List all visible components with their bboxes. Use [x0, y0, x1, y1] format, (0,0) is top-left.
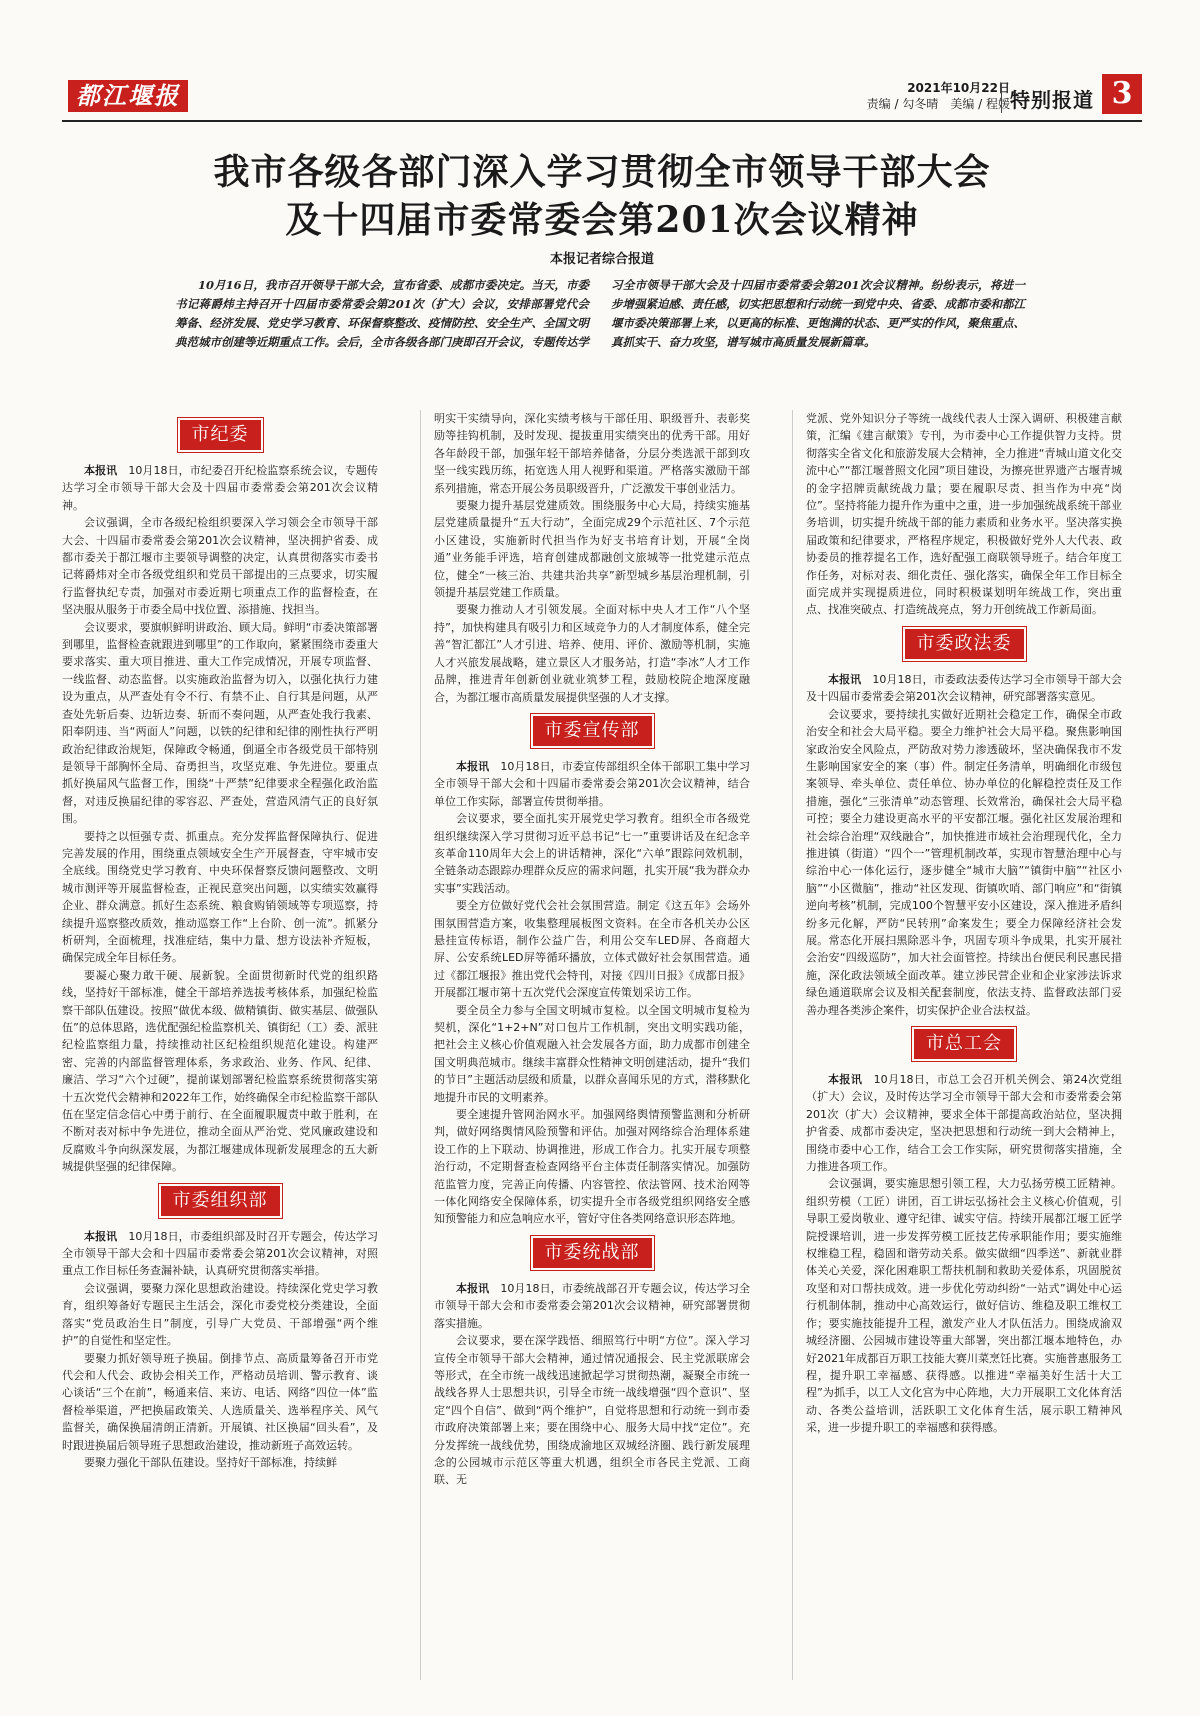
- headline-line-1: 我市各级各部门深入学习贯彻全市领导干部大会: [213, 151, 991, 193]
- section-head-jiwei: [62, 420, 378, 450]
- section-title: 市总工会: [914, 1029, 1014, 1059]
- column-3: [806, 410, 1122, 1690]
- editor-credits: 责编 / 勾冬晴 美编 / 程媛: [866, 97, 1010, 111]
- paragraph: 会议要求，要在深学践悟、细照笃行中明“方位”。深入学习宣传全市领导干部大会精神，通过情况通报会、民主党派联席会等形式，在全市统一战线迅速掀起学习贯彻热潮，凝聚全市统一战线各界人士思想共识，引导全市统一战线增强“四个意识”、坚定“四个自信”、做到“两个维护”，自觉将思想和行动统一到市委市政府决策部署上来；要在围绕中心、服务大局中找“定位”。充分发挥统一战线优势，围绕成渝地区双城经济圈、践行新发展理念的公园城市示范区等重大机遇，组织全市各民主党派、工商联、无: [434, 1334, 750, 1487]
- section-title: 市纪委: [180, 420, 261, 450]
- paragraph: 要全方位做好党代会社会氛围营造。制定《这五年》会场外围氛围营造方案，收集整理展板图文资料。在全市各机关办公区悬挂宣传标语，制作公益广告，利用公交车LED屏、各商超大屏、公安系统LED屏等循环播放，立体式做好社会氛围营造。通过《都江堰报》推出党代会特刊，对接《四川日报》《成都日报》开展都江堰市第十五次党代会深度宣传策划采访工作。: [434, 899, 750, 1000]
- section-head-zhengfawei: [806, 629, 1122, 659]
- paragraph: 要全速提升管网治网水平。加强网络舆情预警监测和分析研判，做好网络舆情风险预警和评估。加强对网络综合治理体系建设工作的上下联动、协调推进，形成工作合力。扎实开展专项整治行动，不定期督查检查网络平台主体责任制落实情况。加强防范监管力度，完善正向传播、内容管控、依法管网、技术治网等一体化网络安全保障体系，切实提升全市各级党组织网络安全感知预警能力和应急响应水平，管好守住各类网络意识形态阵地。: [434, 1108, 750, 1226]
- paragraph: 要持之以恒强专责、抓重点。充分发挥监督保障执行、促进完善发展的作用，围绕重点领域安全生产开展督查，守牢城市安全底线。围绕党史学习教育、中央环保督察反馈问题整改、文明城市测评等开展监督检查，正视民意突出问题，以实绩实效赢得企业、群众满意。抓好生态系统、粮食购销领域等专项巡察，持续提升巡察整改质效，推动巡察工作“上台阶、创一流”。抓紧分析研判，全面梳理，找准症结，集中力量、想方设法补齐短板，确保完成全年目标任务。: [62, 829, 378, 965]
- paragraph: [62, 1228, 378, 1280]
- paragraph: 会议要求，要持续扎实做好近期社会稳定工作，确保全市政治安全和社会大局平稳。要全力维护社会大局平稳。聚焦影响国家政治安全风险点，严防敌对势力渗透破坏，坚决确保我市不发生影响国家安全的案（事）件。制定任务清单，明确细化市级包案领导、牵头单位、责任单位、协办单位的化解稳控责任及工作措施，强化“三张清单”动态管理、长效常治，确保社会大局平稳可控；要全力建设更高水平的平安都江堰。强化社区发展治理和社会综合治理“双线融合”，加快推进市域社会治理现代化，全力推进镇（街道）“四个一”管理机制改革，实现市智慧治理中心与综治中心一体化运行，逐步健全“城市大脑”“镇街中脑”“社区小脑”“小区微脑”，推动“社区发现、街镇吹哨、部门响应”和“街镇逆向考核”机制，完成100个智慧平安小区建设，深入推进矛盾纠纷多元化解，严防“民转刑”命案发生；要全力保障经济社会发展。常态化开展扫黑除恶斗争，巩固专项斗争成果，扎实开展社会治安“四级巡防”，加大社会面管控。持续出台便民利民惠民措施，深化政法领域全面改革。建立涉民营企业和企业家涉法诉求绿色通道联席会议及相关配套制度，依法支持、监督政法部门妥善办理各类涉企案件，切实保护企业合法权益。: [806, 707, 1122, 1017]
- paragraph: 要全员全力参与全国文明城市复检。以全国文明城市复检为契机，深化“1+2+N”对口包片工作机制，突出文明实践功能，把社会主义核心价值观融入社会发展各方面，助力成都市创建全国文明典范城市。继续丰富群众性精神文明创建活动，提升“我们的节日”主题活动层级和质量，以群众喜闻乐见的方式，潜移默化地提升市民的文明素养。: [434, 1003, 750, 1104]
- byline: 本报记者综合报道: [549, 252, 654, 267]
- paragraph: [62, 462, 378, 514]
- paragraph: 会议要求，要旗帜鲜明讲政治、顾大局。鲜明“市委决策部署到哪里，监督检查就跟进到哪里”的工作取向，紧紧围绕市委重大要求落实、重大项目推进、重大工作完成情况，开展专项监督、一线监督、动态监督。以实施政治监督为切入，以强化执行力建设为重点，从严查处有令不行、有禁不止、自行其是问题，从严查处先斩后奏、边斩边奏、斩而不奏问题，从严查处我行我素、阳奉阴违、当“两面人”问题，以铁的纪律和纪律的刚性执行严明政治纪律政治规矩，保障政令畅通，倒逼全市各级党员干部特别是领导干部胸怀全局、奋勇担当，攻坚克难、争先进位。要重点抓好换届风气监督工作，围绕“十严禁”纪律要求全程强化政治监督，对违反换届纪律的零容忍、严查处，营造风清气正的良好氛围。: [62, 620, 378, 826]
- section-title: 市委组织部: [161, 1186, 280, 1216]
- column-2: [434, 410, 750, 1690]
- paragraph: 会议要求，要全面扎实开展党史学习教育。组织全市各级党组织继续深入学习贯彻习近平总书记“七一”重要讲话及在纪念辛亥革命110周年大会上的讲话精神，深化“六单”跟踪问效机制，全链条动态跟踪办理群众反应的需求问题，扎实开展“我为群众办实事”实践活动。: [434, 812, 750, 895]
- column-divider: [792, 410, 793, 1680]
- paragraph: 会议强调，要聚力深化思想政治建设。持续深化党史学习教育，组织筹备好专题民主生活会，深化市委党校分类建设，全面落实“党员政治生日”制度，引导广大党员、干部增强“两个维护”的自觉性和坚定性。: [62, 1281, 378, 1348]
- masthead: [62, 70, 1142, 122]
- paragraph: 会议强调，要实施思想引领工程，大力弘扬劳模工匠精神。组织劳模（工匠）讲团，百工讲坛弘扬社会主义核心价值观，引导职工爱岗敬业、遵守纪律、诚实守信。持续开展都江堰工匠学院授课培训，进一步发挥劳模工匠技艺传承职能作用；要实施维权维稳工程，稳固和谐劳动关系。做实做细“四季送”、新就业群体关心关爱，深化困难职工帮扶机制和救助关爱体系，巩固脱贫攻坚和对口帮扶成效。进一步优化劳动纠纷“一站式”调处中心运行机制体制，推动中心高效运行，做好信访、维稳及职工维权工作；要实施技能提升工程，激发产业人才队伍活力。围绕成渝双城经济圈、公园城市建设等重大部署，突出都江堰本地特色，办好2021年成都百万职工技能大赛川菜烹饪比赛。实施普惠服务工程，提升职工幸福感、获得感。以推进“幸福美好生活十大工程”为抓手，以工人文化宫为中心阵地，大力开展职工文化体育活动、各类公益培训，活跃职工文化体育生活，展示职工精神风采，进一步提升职工的幸福感和获得感。: [806, 1177, 1122, 1435]
- headline: [62, 148, 1142, 244]
- paragraph: [806, 671, 1122, 706]
- section-title: 市委统战部: [533, 1238, 652, 1268]
- issue-date: 2021年10月22日: [907, 81, 1010, 95]
- news-label: 本报讯: [828, 672, 862, 686]
- news-label: 本报讯: [456, 1281, 490, 1295]
- paragraph: [434, 1280, 750, 1332]
- paragraph-text: 10月18日，市委组织部及时召开专题会，传达学习全市领导干部大会和十四届市委常委会第201次会议精神，对照重点工作目标任务查漏补缺，认真研究贯彻落实举措。: [62, 1229, 379, 1278]
- section-head-zuzhibu: [62, 1186, 378, 1216]
- paragraph: 要凝心聚力敢干硬、展新貌。全面贯彻新时代党的组织路线，坚持好干部标准，健全干部培养选拔考核体系，加强纪检监察干部队伍建设。按照“做优本级、做精镇街、做实基层、做强队伍”的总体思路，选优配强纪检监察机关、镇街纪（工）委、派驻纪检监察组力量，持续推动社区纪检组织规范化建设。构建严密、完善的内部监督管理体系，务求政治、业务、作风、纪律、廉洁、学习“六个过硬”，提前谋划部署纪检监察系统贯彻落实第十五次党代会精神和2022年工作，始终确保全市纪检监察干部队伍在坚定信念信心中勇于前行、在全面履职履责中敢于胜利，在不断对表对标中争先进位，推动全面从严治党、党风廉政建设和反腐败斗争向纵深发展，为都江堰建成体现新发展理念的五大新城提供坚强的纪律保障。: [62, 968, 378, 1174]
- paragraph: 要聚力推动人才引领发展。全面对标中央人才工作“八个坚持”，加快构建具有吸引力和区域竞争力的人才制度体系，健全完善“智汇都江”人才引进、培养、使用、评价、激励等机制，实施人才兴旅发展战略，建立景区人才服务站，打造“李冰”人才工作品牌，推进青年创新创业就业筑梦工程，鼓励校院企地深度融合，为都江堰市高质量发展提供坚强的人才支撑。: [434, 603, 750, 704]
- news-label: 本报讯: [828, 1073, 863, 1086]
- news-label: 本报讯: [84, 464, 118, 477]
- column-1: [62, 410, 378, 1690]
- section-head-tongzhanbu: [434, 1238, 750, 1268]
- section-title: 市委宣传部: [533, 716, 652, 746]
- section-head-zonggonghui: [806, 1029, 1122, 1059]
- lead-text: 10月16日，我市召开领导干部大会，宣布省委、成都市委决定。当天，市委书记蒋爵炜主持召开十四届市委常委会第201次（扩大）会议，安排部署党代会筹备、经济发展、党史学习教育、环保督察整改、疫情防控、安全生产、全国文明典范城市创建等近期重点工作。会后，全市各级各部门庚即召开会议，专题传达学习全市领导干部大会及十四届市委常委会第201次会议精神。纷纷表示，将进一步增强紧迫感、责任感，切实把思想和行动统一到党中央、省委、成都市委和都江堰市委决策部署上来，以更高的标准、更饱满的状态、更严实的作风，聚焦重点、真抓实干、奋力攻坚，谱写城市高质量发展新篇章。: [175, 278, 1025, 349]
- paragraph: 会议强调，全市各级纪检组织要深入学习领会全市领导干部大会、十四届市委常委会第201次会议精神，坚决拥护省委、成都市委关于都江堰市主要领导调整的决定，认真贯彻落实市委书记蒋爵炜对全市各级党组织和党员干部提出的三点要求，切实履行监督执纪专责，加强对市委近期七项重点工作的监督检查，在坚决服从服务于市委全局中找位置、添措施、找担当。: [62, 516, 378, 617]
- paragraph: 明实干实绩导向，深化实绩考核与干部任用、职级晋升、表彰奖励等挂钩机制，及时发现、提拔重用实绩突出的优秀干部。用好各年龄段干部，加强年轻干部培养储备，分层分类选派干部到攻坚一线实践历练，拓宽选人用人视野和渠道。严格落实激励干部系列措施，常态开展公务员职级晋升，广泛激发干事创业活力。: [434, 412, 750, 495]
- paragraph: [806, 1071, 1122, 1175]
- paragraph: 要聚力强化干部队伍建设。坚持好干部标准，持续鲜: [84, 1455, 337, 1469]
- paragraph: [434, 758, 750, 810]
- paragraph: 党派、党外知识分子等统一战线代表人士深入调研、积极建言献策，汇编《建言献策》专刊，为市委中心工作提供智力支持。贯彻落实全省文化和旅游发展大会精神，全力推进“青城山道文化交流中心”“都江堰普照文化园”项目建设，为擦亮世界遗产古堰青城的金字招牌贡献统战力量；要在履职尽责、担当作为中亮“岗位”。坚持将能力提升作为重中之重，进一步加强统战系统干部业务培训，切实提升统战干部的能力素质和业务水平。坚决落实换届政策和纪律要求，严格程序规定，积极做好党外人大代表、政协委员的推荐提名工作，选好配强工商联领导班子。结合年度工作任务，对标对表、细化责任、强化落实，确保全年工作目标全面完成并实现提质进位，同时积极谋划明年统战工作，突出重点、找准突破点、打造统战亮点，努力开创统战工作新局面。: [806, 412, 1122, 617]
- paragraph-text: 10月18日，市委统战部召开专题会议，传达学习全市领导干部大会和市委常委会第201次会议精神，研究部署贯彻落实措施。: [434, 1281, 751, 1330]
- paragraph-text: 10月18日，市总工会召开机关例会、第24次党组（扩大）会议，及时传达学习全市领导干部大会和市委常委会第201次（扩大）会议精神，要求全体干部提高政治站位，坚决拥护省委、成都市委决定，坚决把思想和行动统一到大会精神上，围绕市委中心工作，结合工会工作实际，研究贯彻落实措施，全力推进各项工作。: [806, 1073, 1122, 1174]
- paragraph-text: 10月18日，市纪委召开纪检监察系统会议，专题传达学习全市领导干部大会及十四届市委常委会第201次会议精神。: [62, 464, 379, 512]
- column-divider: [420, 410, 421, 1680]
- headline-line-2: 及十四届市委常委会第201次会议精神: [285, 199, 919, 241]
- newspaper-logo: 都江堰报: [68, 80, 188, 112]
- news-label: 本报讯: [456, 759, 490, 773]
- section-head-xuanchuanbu: [434, 716, 750, 746]
- paragraph: 要聚力抓好领导班子换届。倒排节点、高质量筹备召开市党代会和人代会、政协会相关工作，严格动员培训、警示教育、谈心谈话“三个在前”，畅通来信、来访、电话、网络“四位一体”监督检举渠道，严把换届政策关、人选质量关、选举程序关、风气监督关，确保换届清朗正清新。开展镇、社区换届“回头看”，及时跟进换届后领导班子思想政治建设，推动新班子高效运转。: [62, 1351, 378, 1452]
- lead-paragraph: [175, 276, 1025, 396]
- news-label: 本报讯: [84, 1229, 118, 1243]
- paragraph-text: 10月18日，市委宣传部组织全体干部职工集中学习全市领导干部大会和十四届市委常委会第201次会议精神，结合单位工作实际，部署宣传贯彻举措。: [434, 759, 751, 808]
- section-name: 特别报道: [1001, 84, 1094, 113]
- paragraph-text: 10月18日，市委政法委传达学习全市领导干部大会及十四届市委常委会第201次会议精神，研究部署落实意见。: [806, 672, 1123, 704]
- paragraph: 要聚力提升基层党建质效。围绕服务中心大局，持续实施基层党建质量提升“五大行动”，全面完成29个示范社区、7个示范小区建设，实施新时代担当作为好支书培育计划，开展“全岗通”业务能手评选，培育创建成都融创文旅城等一批党建示范点位，健全“一核三治、共建共治共享”新型城乡基层治理机制，引领提升基层党建工作质量。: [434, 499, 750, 600]
- publication-info: [867, 80, 1010, 112]
- section-title: 市委政法委: [905, 629, 1024, 659]
- page-number: 3: [1102, 74, 1142, 114]
